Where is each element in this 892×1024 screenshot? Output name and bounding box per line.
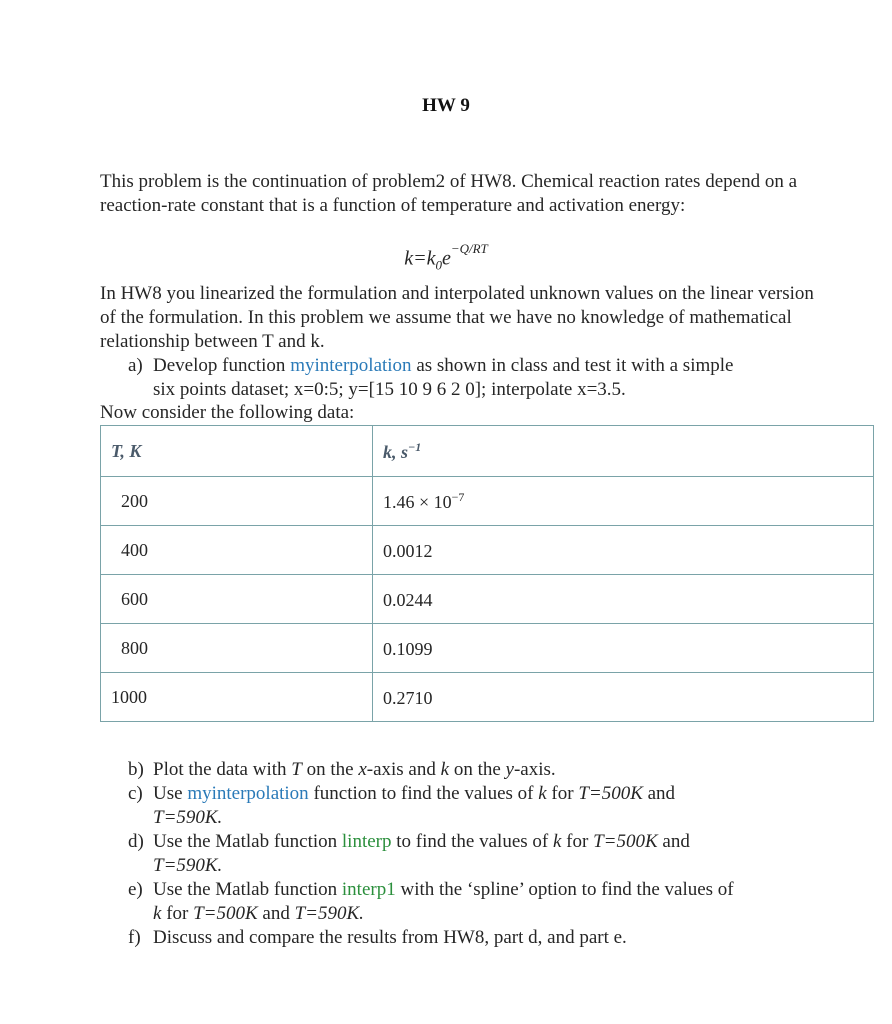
data-table (100, 425, 874, 722)
formula-lhs: k=k (404, 247, 436, 270)
item-a-text-2: as shown in class and test it with a simple (411, 355, 734, 376)
table-header-row (101, 426, 874, 477)
myinterpolation-function-name: myinterpolation (187, 783, 309, 804)
list-body-f: Discuss and compare the results from HW8, part d, and part e. (153, 927, 627, 948)
item-d-cond1: T=500K (593, 831, 658, 852)
item-e-cond2: T=590K. (294, 903, 364, 924)
item-c-text: Use (153, 783, 188, 804)
item-c-text: and (642, 783, 676, 804)
item-e-text: and (257, 903, 295, 924)
item-c-cond1: T=500K (578, 783, 643, 804)
cell-temperature: 600 (101, 575, 373, 624)
item-c-text: for (546, 783, 579, 804)
item-d-k: k (552, 831, 562, 852)
item-b-text: Plot the data with (153, 759, 292, 780)
item-b-k: k (440, 759, 450, 780)
item-b-text: on the (449, 759, 506, 780)
list-marker-a: a) (128, 355, 143, 376)
table-row (101, 477, 874, 526)
intro-paragraph: This problem is the continuation of problem2 of HW8. Chemical reaction rates depend on a reaction-rate constant that is a function of temperature and activation energy: (100, 171, 797, 216)
myinterpolation-function-name: myinterpolation (290, 355, 412, 376)
item-b-text: -axis. (513, 759, 556, 780)
item-b-text: on the (301, 759, 359, 780)
cell-rate-value: 0.0012 (383, 540, 433, 561)
item-e-cond1: T=500K (193, 903, 258, 924)
cell-temperature: 400 (101, 526, 373, 575)
item-c-text: function to find the values of (308, 783, 539, 804)
list-body-a (153, 354, 733, 402)
item-e-text: for (161, 903, 194, 924)
list-marker-f: f) (128, 927, 141, 948)
cell-rate (373, 526, 874, 575)
page-title: HW 9 (422, 95, 470, 116)
formula-subscript: 0 (435, 257, 442, 273)
item-c-k: k (538, 783, 547, 804)
item-d-text: for (561, 831, 594, 852)
item-e-k: k (153, 903, 162, 924)
cell-rate-value: 0.2710 (383, 687, 433, 708)
rate-formula (0, 241, 892, 274)
table-row (101, 624, 874, 673)
table-row (101, 673, 874, 722)
interp1-function-name: interp1 (341, 879, 396, 900)
list-marker-c: c) (128, 783, 143, 804)
list-body-e (153, 878, 734, 926)
item-e-text: with the ‘spline’ option to find the values of (395, 879, 734, 900)
now-consider-text: Now consider the following data: (100, 402, 355, 423)
item-b-T: T (291, 759, 302, 780)
item-b-text: -axis and (366, 759, 441, 780)
list-marker-e: e) (128, 879, 143, 900)
item-d-text: and (657, 831, 690, 852)
cell-rate (373, 575, 874, 624)
list-body-c (153, 782, 675, 830)
cell-rate (373, 624, 874, 673)
cell-temperature: 800 (101, 624, 373, 673)
header-k-base: k, s (383, 441, 409, 462)
list-marker-d: d) (128, 831, 144, 852)
item-d-text: to find the values of (391, 831, 553, 852)
item-a-text: Develop function (153, 355, 291, 376)
list-marker-b: b) (128, 759, 144, 780)
header-rate-constant (373, 426, 874, 477)
cell-rate (373, 477, 874, 526)
table-row (101, 526, 874, 575)
hw8-paragraph: In HW8 you linearized the formulation and interpolated unknown values on the linear version of the formulation. In this problem we assume that we have no knowledge of mathematical relationship between T and k. (100, 283, 814, 352)
formula-base: e (441, 247, 451, 270)
item-a-line2: six points dataset; x=0:5; y=[15 10 9 6 2 0]; interpolate x=3.5. (153, 379, 626, 400)
cell-rate (373, 673, 874, 722)
item-c-cond2: T=590K. (153, 807, 223, 828)
list-body-b (153, 758, 556, 782)
header-temperature: T, K (101, 426, 373, 477)
cell-rate-value: 0.1099 (383, 638, 433, 659)
cell-rate-value: 1.46 × 10 (383, 491, 452, 512)
item-b-y: y (505, 759, 514, 780)
cell-rate-exponent: −7 (451, 489, 465, 504)
cell-temperature: 1000 (101, 673, 373, 722)
item-b-x: x (358, 759, 367, 780)
cell-rate-value: 0.0244 (383, 589, 433, 610)
header-k-superscript: −1 (408, 439, 422, 454)
item-e-text: Use the Matlab function (153, 879, 342, 900)
cell-temperature: 200 (101, 477, 373, 526)
item-d-text: Use the Matlab function (153, 831, 342, 852)
item-d-cond2: T=590K. (153, 855, 223, 876)
table-row (101, 575, 874, 624)
list-body-d (153, 830, 690, 878)
linterp-function-name: linterp (341, 831, 392, 852)
formula-exponent: −Q/RT (450, 241, 488, 256)
